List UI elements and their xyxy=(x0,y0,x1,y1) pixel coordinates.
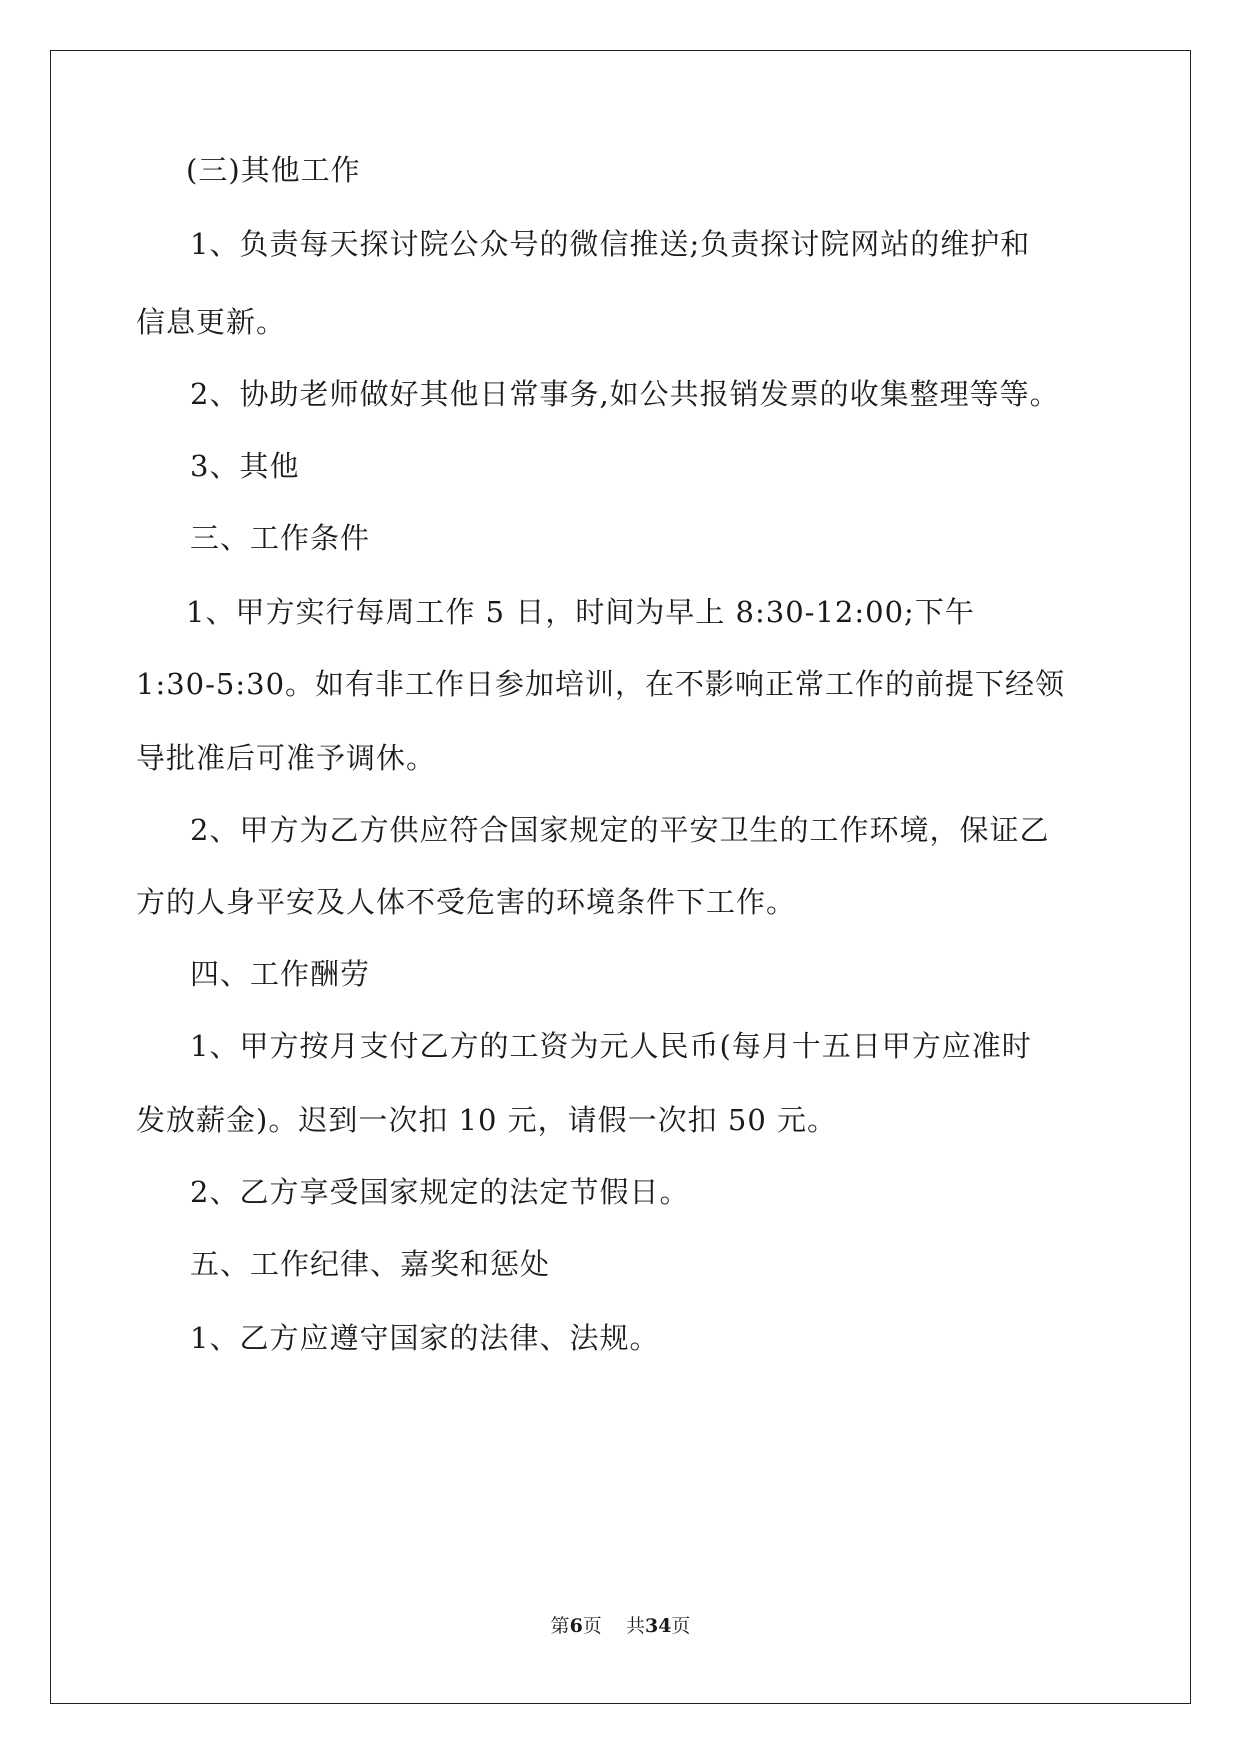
paragraph-line: 1、负责每天探讨院公众号的微信推送;负责探讨院网站的维护和 xyxy=(190,227,1031,261)
paragraph-line: 信息更新。 xyxy=(136,305,287,339)
footer-total-pages: 34 xyxy=(644,1615,672,1637)
section-heading-work-conditions: 三、工作条件 xyxy=(190,521,371,555)
paragraph-line: 1、乙方应遵守国家的法律、法规。 xyxy=(190,1321,660,1355)
paragraph-line: 1、甲方按月支付乙方的工资为元人民币(每月十五日甲方应准时 xyxy=(190,1029,1032,1063)
footer-middle: 页 共 xyxy=(582,1615,645,1637)
page-footer xyxy=(0,1612,1241,1640)
paragraph-line: 2、甲方为乙方供应符合国家规定的平安卫生的工作环境，保证乙 xyxy=(190,813,1050,847)
footer-suffix: 页 xyxy=(671,1615,691,1637)
paragraph-line: 发放薪金)。迟到一次扣 10 元，请假一次扣 50 元。 xyxy=(136,1103,837,1137)
paragraph-line: 方的人身平安及人体不受危害的环境条件下工作。 xyxy=(136,885,797,919)
section-heading-other-work: (三)其他工作 xyxy=(186,153,361,187)
paragraph-line: 2、乙方享受国家规定的法定节假日。 xyxy=(190,1175,690,1209)
footer-prefix: 第 xyxy=(550,1615,570,1637)
paragraph-line: 1:30-5:30。如有非工作日参加培训，在不影响正常工作的前提下经领 xyxy=(136,667,1066,701)
page-border xyxy=(50,50,1191,1704)
section-heading-discipline: 五、工作纪律、嘉奖和惩处 xyxy=(190,1247,551,1281)
paragraph-line: 1、甲方实行每周工作 5 日，时间为早上 8:30-12:00;下午 xyxy=(186,595,975,629)
paragraph-line: 导批准后可准予调休。 xyxy=(136,741,437,775)
paragraph-line: 3、其他 xyxy=(190,449,300,483)
section-heading-compensation: 四、工作酬劳 xyxy=(190,957,371,991)
paragraph-line: 2、协助老师做好其他日常事务,如公共报销发票的收集整理等等。 xyxy=(190,377,1060,411)
footer-page-number: 6 xyxy=(569,1615,583,1637)
